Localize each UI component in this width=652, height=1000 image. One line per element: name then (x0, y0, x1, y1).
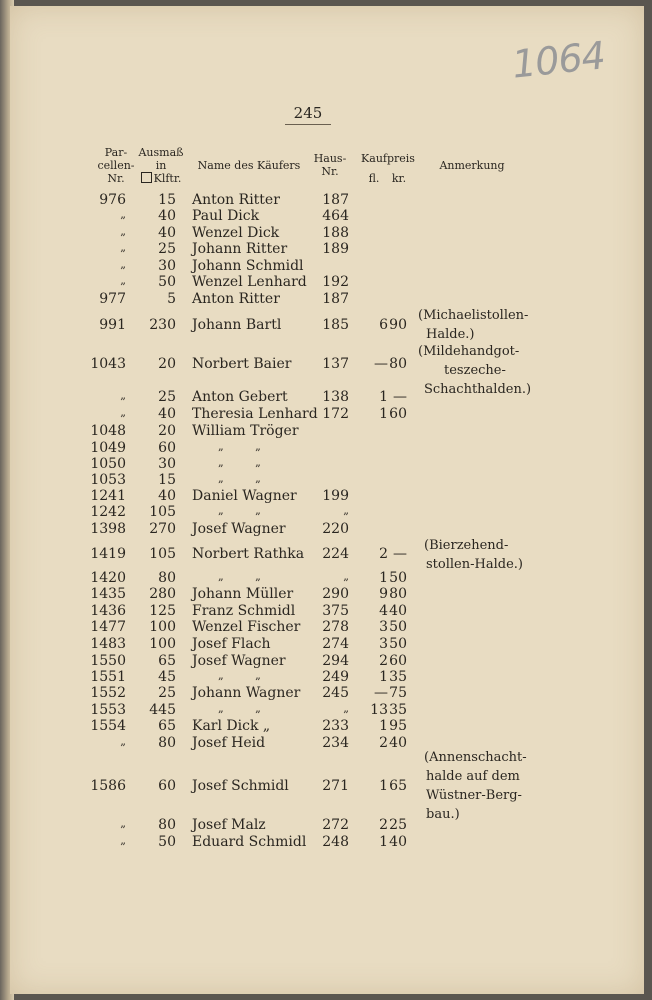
area-cell: 50 (158, 274, 176, 290)
price-fl-cell: 1 (379, 718, 388, 734)
price-kr-cell: 25 (389, 817, 407, 833)
header-area-line1: Ausmaß (138, 146, 184, 159)
table-row (0, 619, 652, 636)
table-row (0, 669, 652, 686)
price-kr-cell: 40 (389, 603, 407, 619)
buyer-name-cell: Daniel Wagner (192, 488, 297, 504)
parcel-cell: 1048 (90, 423, 126, 439)
price-kr-cell: 75 (389, 685, 407, 701)
header-price: Kaufpreis (361, 152, 415, 165)
header-parcel-line3: Nr. (107, 172, 125, 185)
parcel-cell: „ (120, 241, 126, 254)
area-cell: 15 (158, 472, 176, 488)
parcel-cell: 1398 (90, 521, 126, 537)
table-row (0, 817, 652, 834)
price-kr-cell: 40 (389, 834, 407, 850)
price-kr-cell: 80 (389, 356, 407, 372)
buyer-name-cell: Wenzel Fischer (192, 619, 301, 635)
buyer-name-cell: Norbert Rathka (192, 546, 305, 562)
house-number-cell: 290 (322, 586, 349, 602)
buyer-name-cell: Franz Schmidl (192, 603, 296, 619)
area-cell: 15 (158, 192, 176, 208)
house-number-cell: 172 (322, 406, 349, 422)
table-row (0, 735, 652, 752)
remark-1-line2: Halde.) (426, 327, 475, 342)
remark-2-line1: (Mildehandgot- (418, 344, 520, 359)
area-cell: 105 (149, 546, 176, 562)
remark-1 (418, 306, 528, 344)
parcel-cell: 1043 (90, 356, 126, 372)
area-cell: 60 (158, 440, 176, 456)
table-row (0, 317, 652, 334)
buyer-name-cell: Josef Heid (192, 735, 266, 751)
parcel-cell: 1552 (90, 685, 126, 701)
table-row (0, 504, 652, 521)
area-cell: 125 (149, 603, 176, 619)
buyer-name-cell: „ „ (218, 570, 261, 583)
remark-3-line1: (Bierzehend- (424, 538, 509, 553)
price-fl-cell: 2 (379, 653, 388, 669)
area-cell: 25 (158, 685, 176, 701)
header-parcel (96, 146, 136, 185)
parcel-cell: 1477 (90, 619, 126, 635)
parcel-cell: „ (120, 225, 126, 238)
buyer-name-cell: Josef Wagner (192, 521, 286, 537)
remark-4-line4: bau.) (426, 807, 460, 822)
table-row (0, 570, 652, 587)
house-number-cell: 220 (322, 521, 349, 537)
price-fl-cell: 13 (370, 702, 388, 718)
house-number-cell: 137 (322, 356, 349, 372)
parcel-cell: 1554 (90, 718, 126, 734)
area-cell: 230 (149, 317, 176, 333)
house-number-cell: 249 (322, 669, 349, 685)
table-row (0, 208, 652, 225)
header-area-line3 (138, 172, 184, 185)
area-cell: 280 (149, 586, 176, 602)
remark-3 (418, 536, 523, 574)
price-fl-cell: 2 (379, 546, 388, 562)
table-row (0, 356, 652, 373)
header-price-kr: kr. (391, 172, 407, 185)
house-number-cell: 189 (322, 241, 349, 257)
header-area-unit: Klftr. (153, 172, 182, 185)
parcel-cell: 1483 (90, 636, 126, 652)
margin-reference: 1064 (509, 33, 607, 87)
table-row (0, 440, 652, 457)
table-row (0, 291, 652, 308)
price-kr-cell: 90 (389, 317, 407, 333)
table-row (0, 274, 652, 291)
buyer-name-cell: Norbert Baier (192, 356, 292, 372)
buyer-name-cell: „ „ (218, 456, 261, 469)
parcel-cell: 976 (99, 192, 126, 208)
price-kr-cell: 50 (389, 636, 407, 652)
price-fl-cell: 4 (379, 603, 388, 619)
table-row (0, 192, 652, 209)
buyer-name-cell: Johann Wagner (192, 685, 301, 701)
area-cell: 80 (158, 570, 176, 586)
table-row (0, 702, 652, 719)
table-row (0, 636, 652, 653)
table-row (0, 456, 652, 473)
page-number: 245 (293, 104, 323, 122)
parcel-cell: 1550 (90, 653, 126, 669)
parcel-cell: 977 (99, 291, 126, 307)
house-number-cell: 294 (322, 653, 349, 669)
parcel-cell: „ (120, 389, 126, 402)
price-fl-cell: — (374, 356, 388, 372)
area-cell: 5 (167, 291, 176, 307)
table-row (0, 389, 652, 406)
table-row (0, 472, 652, 489)
parcel-cell: „ (120, 274, 126, 287)
area-cell: 65 (158, 718, 176, 734)
buyer-name-cell: Johann Müller (192, 586, 294, 602)
price-kr-cell: 60 (389, 406, 407, 422)
area-cell: 25 (158, 241, 176, 257)
buyer-name-cell: Anton Gebert (192, 389, 288, 405)
house-number-cell: 245 (322, 685, 349, 701)
table-row (0, 653, 652, 670)
area-cell: 40 (158, 225, 176, 241)
price-kr-cell: 50 (389, 570, 407, 586)
buyer-name-cell: Johann Schmidl (192, 258, 304, 274)
remark-2 (418, 342, 531, 399)
price-kr-cell: 35 (389, 669, 407, 685)
price-fl-cell: 3 (379, 619, 388, 635)
house-number-cell: 464 (322, 208, 349, 224)
area-cell: 30 (158, 456, 176, 472)
header-area (138, 146, 184, 185)
area-cell: 105 (149, 504, 176, 520)
house-number-cell: 234 (322, 735, 349, 751)
parcel-cell: „ (120, 834, 126, 847)
parcel-cell: 1436 (90, 603, 126, 619)
area-cell: 80 (158, 735, 176, 751)
header-remark: Anmerkung (439, 159, 505, 172)
house-number-cell: 271 (322, 778, 349, 794)
table-row (0, 603, 652, 620)
price-kr-cell: — (393, 389, 407, 405)
area-cell: 40 (158, 208, 176, 224)
header-parcel-line1: Par- (104, 146, 128, 159)
buyer-name-cell: Anton Ritter (192, 291, 280, 307)
square-unit-icon (141, 172, 152, 183)
header-parcel-line2: cellen- (97, 159, 135, 172)
area-cell: 25 (158, 389, 176, 405)
parcel-cell: 1419 (90, 546, 126, 562)
header-buyer: Name des Käufers (197, 159, 301, 172)
remark-4 (418, 748, 527, 824)
table-row (0, 718, 652, 735)
area-cell: 20 (158, 356, 176, 372)
price-fl-cell: 1 (379, 669, 388, 685)
parcel-cell: „ (120, 817, 126, 830)
header-house (312, 152, 348, 178)
house-number-cell: 188 (322, 225, 349, 241)
parcel-cell: „ (120, 208, 126, 221)
buyer-name-cell: „ „ (218, 504, 261, 517)
parcel-cell: 1241 (90, 488, 126, 504)
buyer-name-cell: Josef Malz (192, 817, 266, 833)
page-number-rule (285, 124, 331, 125)
price-fl-cell: 1 (379, 778, 388, 794)
buyer-name-cell: „ „ (218, 440, 261, 453)
table-row (0, 406, 652, 423)
table-row (0, 586, 652, 603)
buyer-name-cell: „ „ (218, 669, 261, 682)
area-cell: 100 (149, 619, 176, 635)
price-kr-cell: 50 (389, 619, 407, 635)
house-number-cell: 272 (322, 817, 349, 833)
parcel-cell: 1050 (90, 456, 126, 472)
house-number-cell: 278 (322, 619, 349, 635)
parcel-cell: „ (120, 735, 126, 748)
buyer-name-cell: „ „ (218, 702, 261, 715)
table-row (0, 225, 652, 242)
parcel-cell: 991 (99, 317, 126, 333)
price-fl-cell: — (374, 685, 388, 701)
parcel-cell: 1053 (90, 472, 126, 488)
area-cell: 445 (149, 702, 176, 718)
parcel-cell: 1242 (90, 504, 126, 520)
parcel-cell: 1420 (90, 570, 126, 586)
house-number-cell: 248 (322, 834, 349, 850)
table-row (0, 685, 652, 702)
header-price-fl: fl. (368, 172, 380, 185)
buyer-name-cell: Josef Schmidl (192, 778, 289, 794)
remark-4-line1: (Annenschacht- (424, 750, 527, 765)
remark-4-line2: halde auf dem (426, 769, 520, 784)
area-cell: 80 (158, 817, 176, 833)
buyer-name-cell: Eduard Schmidl (192, 834, 307, 850)
price-fl-cell: 9 (379, 586, 388, 602)
price-fl-cell: 2 (379, 735, 388, 751)
area-cell: 40 (158, 406, 176, 422)
house-number-cell: 375 (322, 603, 349, 619)
buyer-name-cell: Karl Dick „ (192, 718, 271, 734)
parcel-cell: 1551 (90, 669, 126, 685)
area-cell: 270 (149, 521, 176, 537)
house-number-cell: 224 (322, 546, 349, 562)
parcel-cell: 1553 (90, 702, 126, 718)
price-kr-cell: 35 (389, 702, 407, 718)
table-row (0, 241, 652, 258)
area-cell: 60 (158, 778, 176, 794)
house-number-cell: 187 (322, 291, 349, 307)
house-number-cell: „ (343, 702, 349, 715)
parcel-cell: „ (120, 258, 126, 271)
table-row (0, 778, 652, 795)
buyer-name-cell: Wenzel Lenhard (192, 274, 307, 290)
house-number-cell: 185 (322, 317, 349, 333)
house-number-cell: „ (343, 570, 349, 583)
buyer-name-cell: Theresia Lenhard (192, 406, 318, 422)
buyer-name-cell: „ „ (218, 472, 261, 485)
parcel-cell: 1586 (90, 778, 126, 794)
price-kr-cell: — (393, 546, 407, 562)
price-fl-cell: 1 (379, 406, 388, 422)
table-row (0, 834, 652, 851)
area-cell: 20 (158, 423, 176, 439)
buyer-name-cell: Johann Ritter (192, 241, 288, 257)
house-number-cell: 233 (322, 718, 349, 734)
area-cell: 30 (158, 258, 176, 274)
remark-1-line1: (Michaelistollen- (418, 308, 529, 323)
header-house-line2: Nr. (321, 165, 339, 178)
buyer-name-cell: Josef Flach (192, 636, 271, 652)
price-fl-cell: 6 (379, 317, 388, 333)
area-cell: 65 (158, 653, 176, 669)
house-number-cell: 138 (322, 389, 349, 405)
buyer-name-cell: Johann Bartl (192, 317, 282, 333)
table-row (0, 488, 652, 505)
house-number-cell: 199 (322, 488, 349, 504)
price-kr-cell: 60 (389, 653, 407, 669)
buyer-name-cell: William Tröger (192, 423, 299, 439)
parcel-cell: „ (120, 406, 126, 419)
house-number-cell: 187 (322, 192, 349, 208)
house-number-cell: „ (343, 504, 349, 517)
area-cell: 50 (158, 834, 176, 850)
house-number-cell: 274 (322, 636, 349, 652)
price-kr-cell: 80 (389, 586, 407, 602)
area-cell: 100 (149, 636, 176, 652)
remark-4-line3: Wüstner-Berg- (426, 788, 522, 803)
buyer-name-cell: Josef Wagner (192, 653, 286, 669)
table-row (0, 423, 652, 440)
parcel-cell: 1049 (90, 440, 126, 456)
buyer-name-cell: Anton Ritter (192, 192, 280, 208)
price-kr-cell: 95 (389, 718, 407, 734)
price-fl-cell: 1 (379, 389, 388, 405)
price-fl-cell: 1 (379, 834, 388, 850)
price-fl-cell: 1 (379, 570, 388, 586)
area-cell: 40 (158, 488, 176, 504)
remark-2-line2: teszeche- (444, 363, 506, 378)
table-row (0, 258, 652, 275)
price-kr-cell: 65 (389, 778, 407, 794)
price-fl-cell: 2 (379, 817, 388, 833)
price-fl-cell: 3 (379, 636, 388, 652)
header-area-line2: in (155, 159, 167, 172)
house-number-cell: 192 (322, 274, 349, 290)
price-kr-cell: 40 (389, 735, 407, 751)
buyer-name-cell: Paul Dick (192, 208, 260, 224)
area-cell: 45 (158, 669, 176, 685)
buyer-name-cell: Wenzel Dick (192, 225, 280, 241)
table-row (0, 546, 652, 563)
header-house-line1: Haus- (313, 152, 347, 165)
remark-3-line2: stollen-Halde.) (426, 557, 523, 572)
parcel-cell: 1435 (90, 586, 126, 602)
table-row (0, 521, 652, 538)
remark-2-line3: Schachthalden.) (424, 382, 532, 397)
